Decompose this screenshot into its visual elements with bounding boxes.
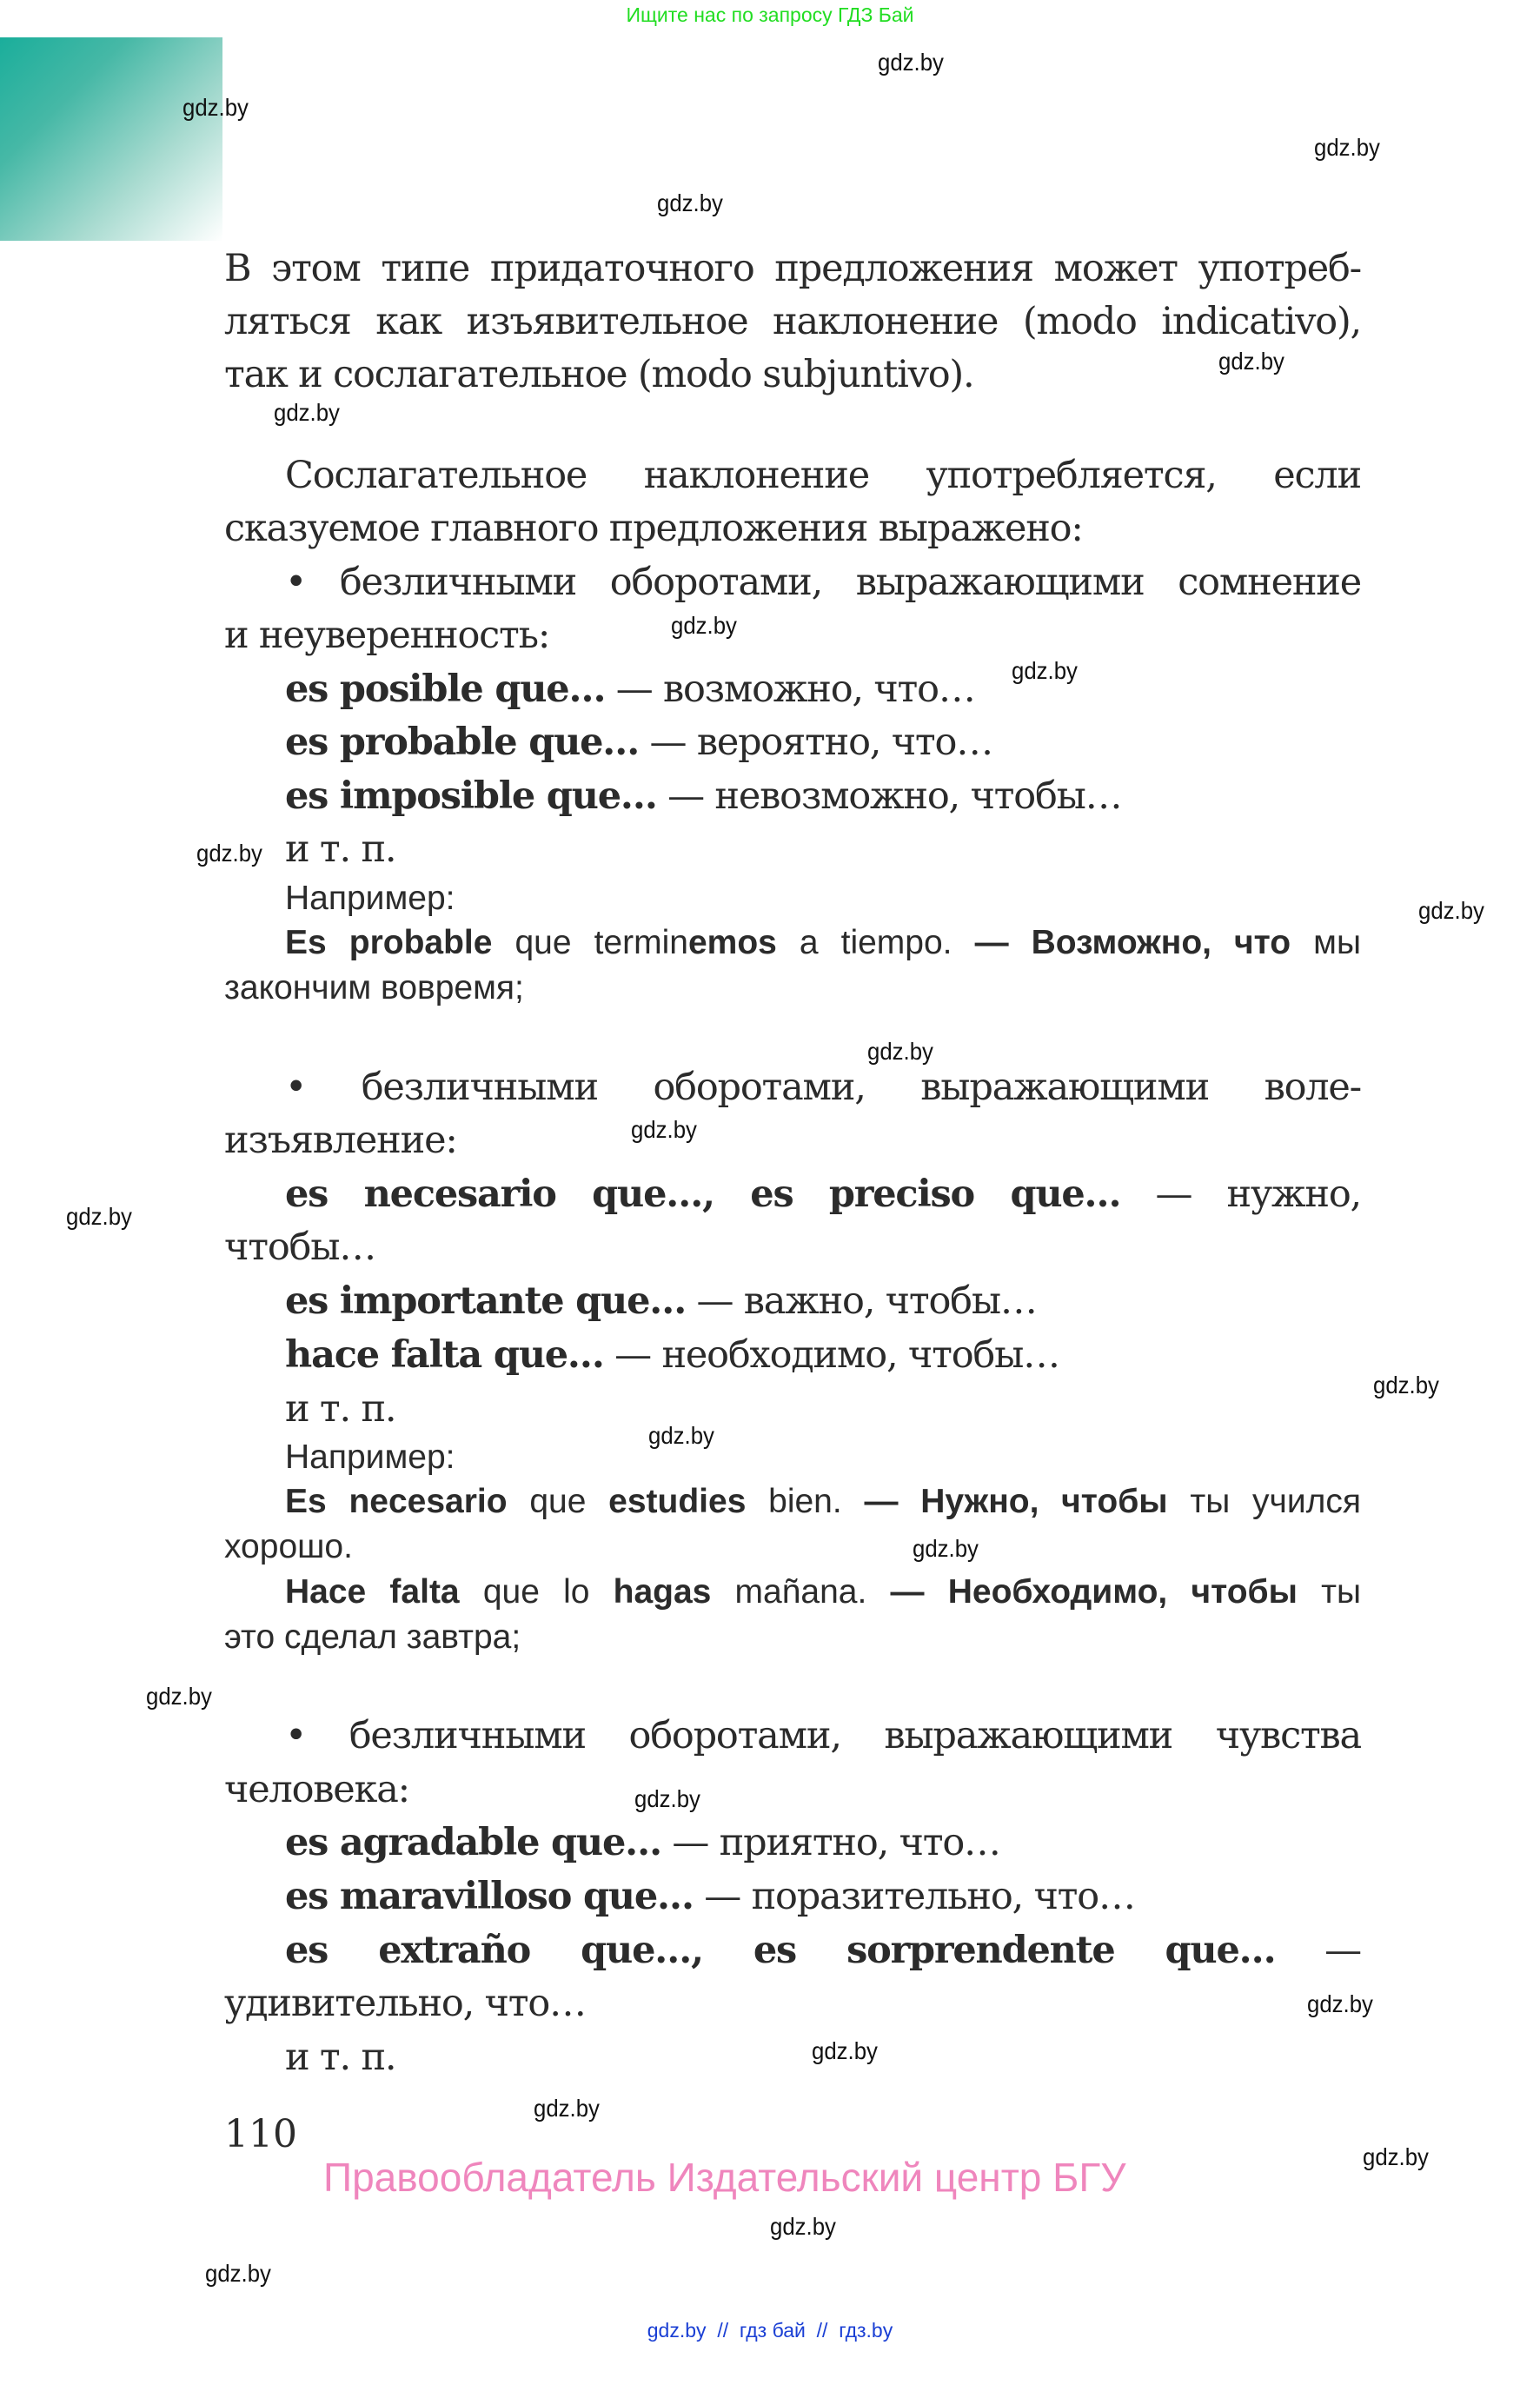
example-line — [224, 1483, 1361, 1521]
watermark-text: gdz.by — [1418, 897, 1484, 924]
watermark-text: gdz.by — [867, 1038, 933, 1065]
bullet-will-line-1: • безличными оборотами, выражающими воле- — [285, 1066, 1361, 1109]
expression-es: es agradable que… — [285, 1821, 661, 1864]
watermark-text: gdz.by — [183, 94, 249, 121]
expression-row — [224, 1173, 1361, 1216]
watermark-text: gdz.by — [671, 612, 737, 639]
expression-row — [224, 1279, 1361, 1323]
watermark-text: gdz.by — [1373, 1372, 1439, 1398]
watermark-text: gdz.by — [1307, 1990, 1373, 2017]
example-label: Например: — [285, 880, 455, 917]
example-part: bien. — [746, 1483, 865, 1520]
watermark-text: gdz.by — [634, 1785, 700, 1812]
expression-row — [224, 1333, 1361, 1377]
expression-ru: — поразительно, что… — [693, 1875, 1135, 1918]
expression-row — [224, 668, 1361, 711]
example-line — [224, 1573, 1361, 1611]
expression-ru: — необходимо, чтобы… — [603, 1333, 1059, 1377]
expression-es: es necesario que…, es preciso que… — [285, 1173, 1121, 1216]
expression-ru: — нужно, — [1120, 1173, 1361, 1216]
example-part: emos — [687, 924, 777, 961]
example-part: que lo — [459, 1573, 614, 1611]
footer-link-gdz-bai[interactable]: гдз бай — [739, 2319, 806, 2342]
search-banner: Ищите нас по запросу ГДЗ Бай — [626, 3, 914, 26]
example-part: — Возможно, что — [974, 924, 1291, 961]
watermark-text: gdz.by — [878, 49, 944, 76]
expression-ru: — невозможно, чтобы… — [656, 774, 1122, 818]
expression-ru: — приятно, что… — [660, 1821, 1000, 1864]
example-part: que termin — [492, 924, 688, 961]
bullet-doubt-line-2: и неуверенность: — [224, 614, 550, 657]
expression-es: es extraño que…, es sorprendente que… — [285, 1929, 1276, 1972]
expression-ru: — — [1275, 1929, 1361, 1972]
etc-label: и т. п. — [285, 2036, 396, 2079]
watermark-text: gdz.by — [534, 2095, 600, 2122]
example-continuation: хорошо. — [224, 1528, 353, 1565]
example-part: hagas — [613, 1573, 712, 1611]
expression-ru: — важно, чтобы… — [686, 1279, 1037, 1323]
example-part: — Нужно, чтобы — [864, 1483, 1168, 1520]
watermark-text: gdz.by — [657, 189, 723, 216]
intro-line-3: так и сослагательное (modo subjuntivo). — [224, 353, 974, 396]
example-part: — Необходимо, чтобы — [890, 1573, 1298, 1611]
example-part: mañana. — [711, 1573, 891, 1611]
example-part: estudies — [608, 1483, 747, 1520]
bullet-will-line-2: изъявление: — [224, 1119, 457, 1162]
intro-line-1: В этом типе придаточного предложения может употреб- — [224, 247, 1361, 290]
expression-es: es importante que… — [285, 1279, 687, 1323]
bullet-feelings-line-2: человека: — [224, 1768, 409, 1811]
footer-links — [0, 2319, 1540, 2342]
watermark-text: gdz.by — [770, 2213, 836, 2240]
watermark-text: gdz.by — [1314, 134, 1380, 161]
footer-separator: // — [717, 2319, 729, 2342]
watermark-text: gdz.by — [913, 1535, 979, 1562]
watermark-text: gdz.by — [274, 399, 340, 426]
example-part: Es necesario — [285, 1483, 508, 1520]
example-part: мы — [1291, 924, 1361, 961]
bullet-feelings-line-1: • безличными оборотами, выражающими чувства — [285, 1714, 1361, 1757]
expression-es: es imposible que… — [285, 774, 657, 818]
watermark-text: gdz.by — [631, 1116, 697, 1143]
watermark-text: gdz.by — [146, 1683, 212, 1710]
page-number: 110 — [224, 2112, 297, 2156]
watermark-text: gdz.by — [196, 840, 262, 867]
example-part: ты — [1297, 1573, 1362, 1611]
watermark-text: gdz.by — [1012, 657, 1078, 684]
intro-line-2: ляться как изъявительное наклонение (modo indicativo), — [224, 300, 1361, 343]
footer-separator: // — [816, 2319, 828, 2342]
example-part: que — [507, 1483, 609, 1520]
footer-link-gdz-by[interactable]: gdz.by — [647, 2319, 707, 2342]
copyright-notice: Правообладатель Издательский центр БГУ — [323, 2155, 1126, 2200]
example-part: a tiempo. — [776, 924, 975, 961]
example-line — [224, 924, 1361, 962]
expression-continuation: удивительно, что… — [224, 1982, 586, 2025]
example-continuation: это сделал завтра; — [224, 1618, 521, 1656]
expression-row — [224, 1821, 1361, 1864]
expression-es: hace falta que… — [285, 1333, 604, 1377]
expression-row — [224, 1929, 1361, 1972]
watermark-text: gdz.by — [1218, 348, 1284, 375]
watermark-text: gdz.by — [1363, 2143, 1429, 2170]
watermark-text: gdz.by — [648, 1422, 714, 1449]
expression-row — [224, 721, 1361, 764]
example-label: Например: — [285, 1438, 455, 1476]
lead-line-1: Сослагательное наклонение употребляется, если — [285, 454, 1361, 497]
expression-continuation: чтобы… — [224, 1226, 376, 1269]
bullet-doubt-line-1: • безличными оборотами, выражающими сомнение — [285, 561, 1361, 604]
etc-label: и т. п. — [285, 827, 396, 871]
expression-es: es probable que… — [285, 721, 640, 764]
expression-row — [224, 774, 1361, 818]
expression-ru: — вероятно, что… — [639, 721, 993, 764]
watermark-text: gdz.by — [66, 1203, 132, 1230]
example-part: Hace falta — [285, 1573, 460, 1611]
lead-line-2: сказуемое главного предложения выражено: — [224, 507, 1083, 550]
expression-es: es maravilloso que… — [285, 1875, 694, 1918]
watermark-text: gdz.by — [205, 2260, 271, 2287]
example-continuation: закончим вовремя; — [224, 969, 524, 1006]
watermark-text: gdz.by — [812, 2037, 878, 2064]
expression-row — [224, 1875, 1361, 1918]
example-part: Es probable — [285, 924, 493, 961]
etc-label: и т. п. — [285, 1387, 396, 1431]
decorative-gradient-block — [0, 37, 222, 241]
example-part: ты учился — [1167, 1483, 1362, 1520]
footer-link-gdz-by-cyr[interactable]: гдз.by — [839, 2319, 893, 2342]
expression-es: es posible que… — [285, 668, 606, 711]
expression-ru: — возможно, что… — [605, 668, 975, 711]
